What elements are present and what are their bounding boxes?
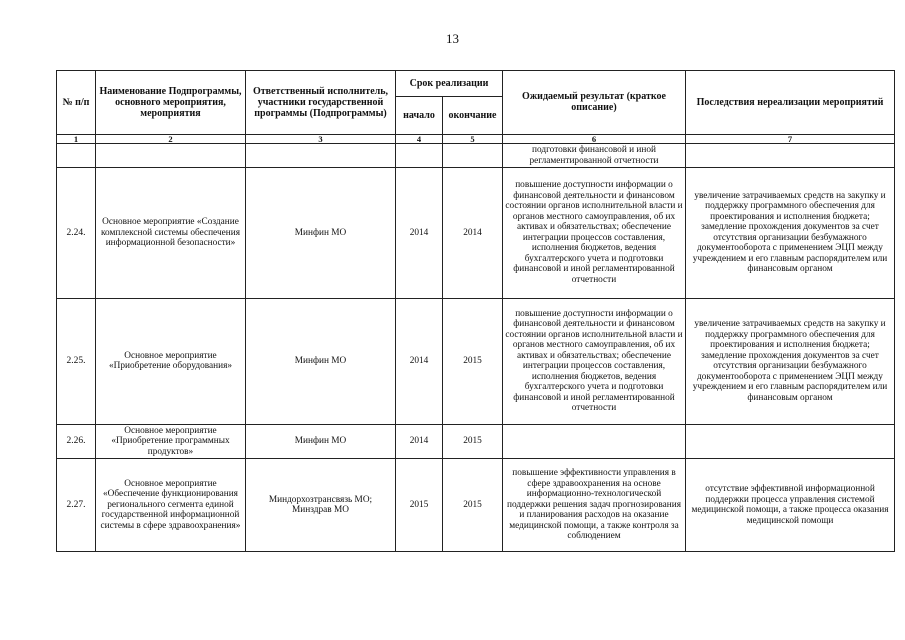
row-executor: Минфин МО — [246, 424, 396, 458]
row-end: 2015 — [443, 298, 503, 424]
row-name: Основное мероприятие «Создание комплексной системы обеспечения информационной безопасности» — [96, 168, 246, 298]
table-row — [57, 144, 895, 168]
header-num: № п/п — [57, 71, 96, 135]
row-consequences: увеличение затрачиваемых средств на закупку и поддержку программного обеспечения для проектирования и исполнения бюджета; замедление прохождения документов за счет отсутствия организации безбумажного документооборота с применением ЭЦП между учреждением и его главным распорядителем или финансовым органом — [686, 168, 895, 298]
row-executor: Миндорхозтрансвязь МО; Минздрав МО — [246, 459, 396, 552]
row-start: 2015 — [396, 459, 443, 552]
row-name: Основное мероприятие «Обеспечение функционирования регионального сегмента единой государственной информационной системы в сфере здравоохранения» — [96, 459, 246, 552]
table-row — [57, 424, 895, 458]
row-end: 2015 — [443, 424, 503, 458]
row-start: 2014 — [396, 424, 443, 458]
row-name — [96, 144, 246, 168]
row-name: Основное мероприятие «Приобретение оборудования» — [96, 298, 246, 424]
table-row — [57, 168, 895, 298]
row-result: подготовки финансовой и иной регламентированной отчетности — [503, 144, 686, 168]
header-name: Наименование Подпрограммы, основного мероприятия, мероприятия — [96, 71, 246, 135]
row-executor — [246, 144, 396, 168]
column-numbers-row — [57, 134, 895, 144]
header-executor: Ответственный исполнитель, участники государственной программы (Подпрограммы) — [246, 71, 396, 135]
row-name: Основное мероприятие «Приобретение программных продуктов» — [96, 424, 246, 458]
header-term-end: окончание — [443, 97, 503, 134]
row-start: 2014 — [396, 168, 443, 298]
row-consequences — [686, 144, 895, 168]
column-number: 1 — [57, 134, 96, 144]
column-number: 2 — [96, 134, 246, 144]
row-end — [443, 144, 503, 168]
header-result: Ожидаемый результат (краткое описание) — [503, 71, 686, 135]
column-number: 6 — [503, 134, 686, 144]
header-consequences: Последствия нереализации мероприятий — [686, 71, 895, 135]
header-term: Срок реализации — [396, 71, 503, 97]
column-number: 4 — [396, 134, 443, 144]
row-result: повышение доступности информации о финансовой деятельности и финансовом состоянии органов исполнительной власти и органов местного самоуправления, об их активах и обязательствах; обеспечение интеграции процессов составления, исполнения бюджетов, ведения бухгалтерского учета и подготовки финансовой и иной регламентированной отчетности — [503, 298, 686, 424]
header-row — [57, 71, 895, 97]
column-number: 5 — [443, 134, 503, 144]
table-row — [57, 459, 895, 552]
column-number: 7 — [686, 134, 895, 144]
row-result — [503, 424, 686, 458]
row-num: 2.24. — [57, 168, 96, 298]
row-consequences: увеличение затрачиваемых средств на закупку и поддержку программного обеспечения для проектирования и исполнения бюджета; замедление прохождения документов за счет отсутствия организации безбумажного документооборота с применением ЭЦП между учреждением и его главным распорядителем или финансовым органом — [686, 298, 895, 424]
header-term-start: начало — [396, 97, 443, 134]
row-consequences — [686, 424, 895, 458]
row-consequences: отсутствие эффективной информационной поддержки процесса управления системой медицинской помощи, а также процесса оказания медицинской помощи — [686, 459, 895, 552]
row-result: повышение эффективности управления в сфере здравоохранения на основе информационно-технологической поддержки решения задач прогнозирования и планирования расходов на оказание медицинской помощи, а также контроля за соблюдением — [503, 459, 686, 552]
row-num: 2.27. — [57, 459, 96, 552]
row-result: повышение доступности информации о финансовой деятельности и финансовом состоянии органов исполнительной власти и органов местного самоуправления, об их активах и обязательствах; обеспечение интеграции процессов составления, исполнения бюджетов, ведения бухгалтерского учета и подготовки финансовой и иной регламентированной отчетности — [503, 168, 686, 298]
row-num — [57, 144, 96, 168]
program-activities-table — [56, 70, 895, 552]
row-num: 2.25. — [57, 298, 96, 424]
row-start: 2014 — [396, 298, 443, 424]
row-end: 2015 — [443, 459, 503, 552]
table-row — [57, 298, 895, 424]
row-executor: Минфин МО — [246, 168, 396, 298]
row-num: 2.26. — [57, 424, 96, 458]
row-start — [396, 144, 443, 168]
row-end: 2014 — [443, 168, 503, 298]
page-number: 13 — [446, 31, 459, 46]
column-number: 3 — [246, 134, 396, 144]
row-executor: Минфин МО — [246, 298, 396, 424]
